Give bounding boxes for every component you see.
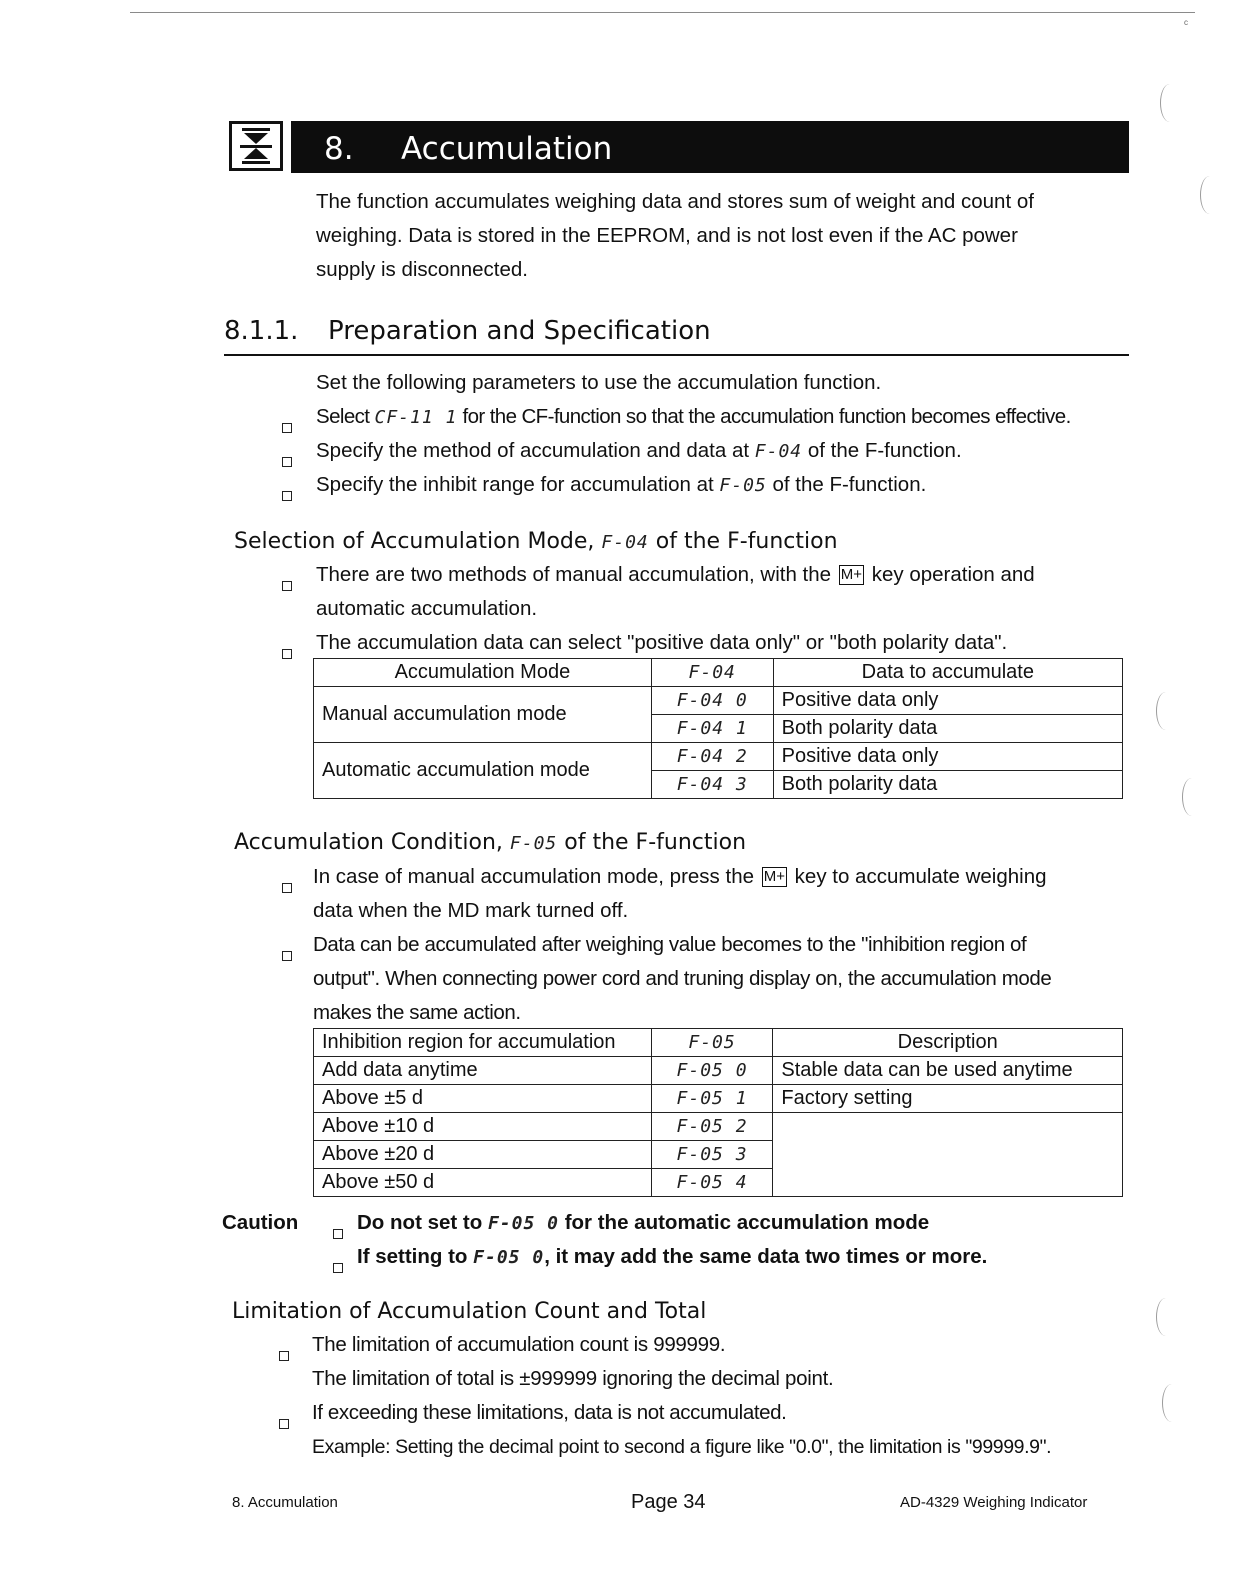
binder-hole-mark <box>1162 1384 1181 1422</box>
top-scan-line <box>130 12 1195 13</box>
heading-text: of the F-function <box>655 529 838 554</box>
binder-hole-mark <box>1156 692 1175 730</box>
limitation-bullet <box>312 1328 833 1396</box>
bullet-text: key to accumulate weighing <box>794 865 1047 888</box>
checkbox-bullet-icon <box>282 423 292 433</box>
condition-heading <box>234 830 746 855</box>
region-cell: Above ±20 d <box>314 1141 652 1169</box>
mode-heading <box>234 529 838 554</box>
region-cell: Above ±10 d <box>314 1113 652 1141</box>
column-header: Data to accumulate <box>773 659 1122 687</box>
code-cell: F-05 4 <box>651 1169 773 1197</box>
binder-hole-mark <box>1156 1298 1175 1336</box>
column-header: F-05 <box>651 1029 773 1057</box>
column-header: Inhibition region for accumulation <box>314 1029 652 1057</box>
checkbox-bullet-icon <box>282 491 292 501</box>
intro-line: weighing. Data is stored in the EEPROM, and is not lost even if the AC power <box>316 224 1018 247</box>
binder-hole-mark <box>1160 84 1179 122</box>
bullet-line <box>316 558 1124 592</box>
bullet-text: In case of manual accumulation mode, press the <box>313 865 754 888</box>
caution-text: Do not set to <box>357 1211 483 1234</box>
accumulation-icon <box>229 121 283 171</box>
bullet-text: Specify the method of accumulation and data at <box>316 439 750 462</box>
caution-line <box>357 1240 987 1275</box>
checkbox-bullet-icon <box>282 883 292 893</box>
page-corner-mark: c <box>1184 18 1188 27</box>
binder-hole-mark <box>1182 778 1201 816</box>
caution-text: for the automatic accumulation mode <box>564 1211 930 1234</box>
checkbox-bullet-icon <box>282 457 292 467</box>
heading-text: Selection of Accumulation Mode, <box>234 529 595 554</box>
region-cell: Above ±50 d <box>314 1169 652 1197</box>
mode-cell: Automatic accumulation mode <box>314 743 652 799</box>
code-cell: F-05 2 <box>651 1113 773 1141</box>
limitation-bullet <box>312 1396 1051 1464</box>
bullet-text: of the F-function. <box>807 439 962 462</box>
code-cell: F-04 3 <box>651 771 773 799</box>
footer-right: AD-4329 Weighing Indicator <box>900 1494 1088 1511</box>
code-cell: F-04 0 <box>651 687 773 715</box>
checkbox-bullet-icon <box>282 649 292 659</box>
data-cell: Both polarity data <box>773 771 1122 799</box>
bullet-text: of the F-function. <box>772 473 927 496</box>
heading-text: of the F-function <box>564 830 747 855</box>
limitation-heading: Limitation of Accumulation Count and Total <box>232 1299 707 1324</box>
condition-bullet <box>313 928 1125 1030</box>
bullet-line <box>313 860 1125 894</box>
bullet-line: Example: Setting the decimal point to second a figure like "0.0", the limitation is "99999.9". <box>312 1436 1052 1458</box>
table-header-row <box>314 1029 1123 1057</box>
checkbox-bullet-icon <box>279 1419 289 1429</box>
mode-bullet: The accumulation data can select "positive data only" or "both polarity data". <box>316 631 1008 654</box>
section-heading <box>224 316 1129 356</box>
prep-bullet <box>316 468 926 503</box>
checkbox-bullet-icon <box>279 1351 289 1361</box>
prep-lead: Set the following parameters to use the accumulation function. <box>316 371 882 394</box>
checkbox-bullet-icon <box>333 1229 343 1239</box>
caution-text: If setting to <box>357 1245 468 1268</box>
description-cell: Stable data can be used anytime <box>773 1057 1123 1085</box>
prep-bullet <box>316 400 1071 435</box>
bullet-text: There are two methods of manual accumulation, with the <box>316 563 832 586</box>
segment-code: F-04 <box>754 441 803 462</box>
description-cell: Factory setting <box>773 1085 1123 1113</box>
bullet-line: automatic accumulation. <box>316 597 538 620</box>
data-cell: Positive data only <box>773 687 1122 715</box>
bullet-line: makes the same action. <box>313 1001 521 1024</box>
binder-hole-mark <box>1200 176 1219 214</box>
segment-code: F-05 <box>509 833 558 854</box>
code-cell: F-05 1 <box>651 1085 773 1113</box>
bullet-text: Specify the inhibit range for accumulation at <box>316 473 714 496</box>
heading-text: Accumulation Condition, <box>234 830 503 855</box>
region-cell: Above ±5 d <box>314 1085 652 1113</box>
m-plus-key: M+ <box>840 566 863 583</box>
chapter-header <box>291 121 1129 173</box>
code-cell: F-04 1 <box>651 715 773 743</box>
section-number: 8.1.1. <box>224 316 299 346</box>
checkbox-bullet-icon <box>282 581 292 591</box>
table-row <box>314 687 1123 715</box>
segment-code: F-04 <box>601 532 649 553</box>
bullet-line: output". When connecting power cord and truning display on, the accumulation mode <box>313 967 1052 990</box>
table-row <box>314 1057 1123 1085</box>
intro-paragraph <box>316 185 1126 287</box>
column-header: F-04 <box>651 659 773 687</box>
segment-code: CF-11 1 <box>374 407 458 428</box>
mode-bullet <box>316 558 1124 626</box>
condition-bullet <box>313 860 1125 928</box>
code-cell: F-05 3 <box>651 1141 773 1169</box>
empty-description-cell <box>773 1113 1123 1197</box>
bullet-line: data when the MD mark turned off. <box>313 899 629 922</box>
checkbox-bullet-icon <box>333 1263 343 1273</box>
segment-code: F-05 0 <box>487 1213 559 1234</box>
segment-code: F-05 0 <box>473 1247 545 1268</box>
intro-line: supply is disconnected. <box>316 258 528 281</box>
prep-bullet <box>316 434 962 469</box>
table-row <box>314 1113 1123 1141</box>
m-plus-key: M+ <box>763 868 785 885</box>
bullet-line: If exceeding these limitations, data is not accumulated. <box>312 1401 787 1424</box>
inhibition-table <box>313 1028 1123 1197</box>
caution-line <box>357 1206 929 1241</box>
bullet-line: The limitation of accumulation count is 999999. <box>312 1333 726 1356</box>
bullet-text: key operation and <box>871 563 1035 586</box>
checkbox-bullet-icon <box>282 951 292 961</box>
bullet-text: Select <box>316 405 370 428</box>
table-header-row <box>314 659 1123 687</box>
bullet-text: for the CF-function so that the accumulation function becomes effective. <box>462 405 1071 428</box>
intro-line: The function accumulates weighing data and stores sum of weight and count of <box>316 190 1034 213</box>
table-row <box>314 743 1123 771</box>
accumulation-mode-table <box>313 658 1123 799</box>
chapter-title: Accumulation <box>401 131 613 167</box>
chapter-number: 8. <box>324 131 354 167</box>
bullet-line: The limitation of total is ±999999 ignoring the decimal point. <box>312 1367 834 1390</box>
code-cell: F-04 2 <box>651 743 773 771</box>
table-row <box>314 1085 1123 1113</box>
section-title: Preparation and Specification <box>328 316 711 346</box>
caution-text: , it may add the same data two times or more. <box>544 1245 988 1268</box>
bullet-line: Data can be accumulated after weighing value becomes to the "inhibition region of <box>313 933 1027 956</box>
data-cell: Both polarity data <box>773 715 1122 743</box>
column-header: Accumulation Mode <box>314 659 652 687</box>
caution-label: Caution <box>222 1211 299 1234</box>
page-number: Page 34 <box>631 1491 706 1513</box>
mode-cell: Manual accumulation mode <box>314 687 652 743</box>
region-cell: Add data anytime <box>314 1057 652 1085</box>
segment-code: F-05 <box>719 475 767 496</box>
column-header: Description <box>773 1029 1123 1057</box>
code-cell: F-05 0 <box>651 1057 773 1085</box>
footer-left: 8. Accumulation <box>232 1494 338 1511</box>
data-cell: Positive data only <box>773 743 1122 771</box>
